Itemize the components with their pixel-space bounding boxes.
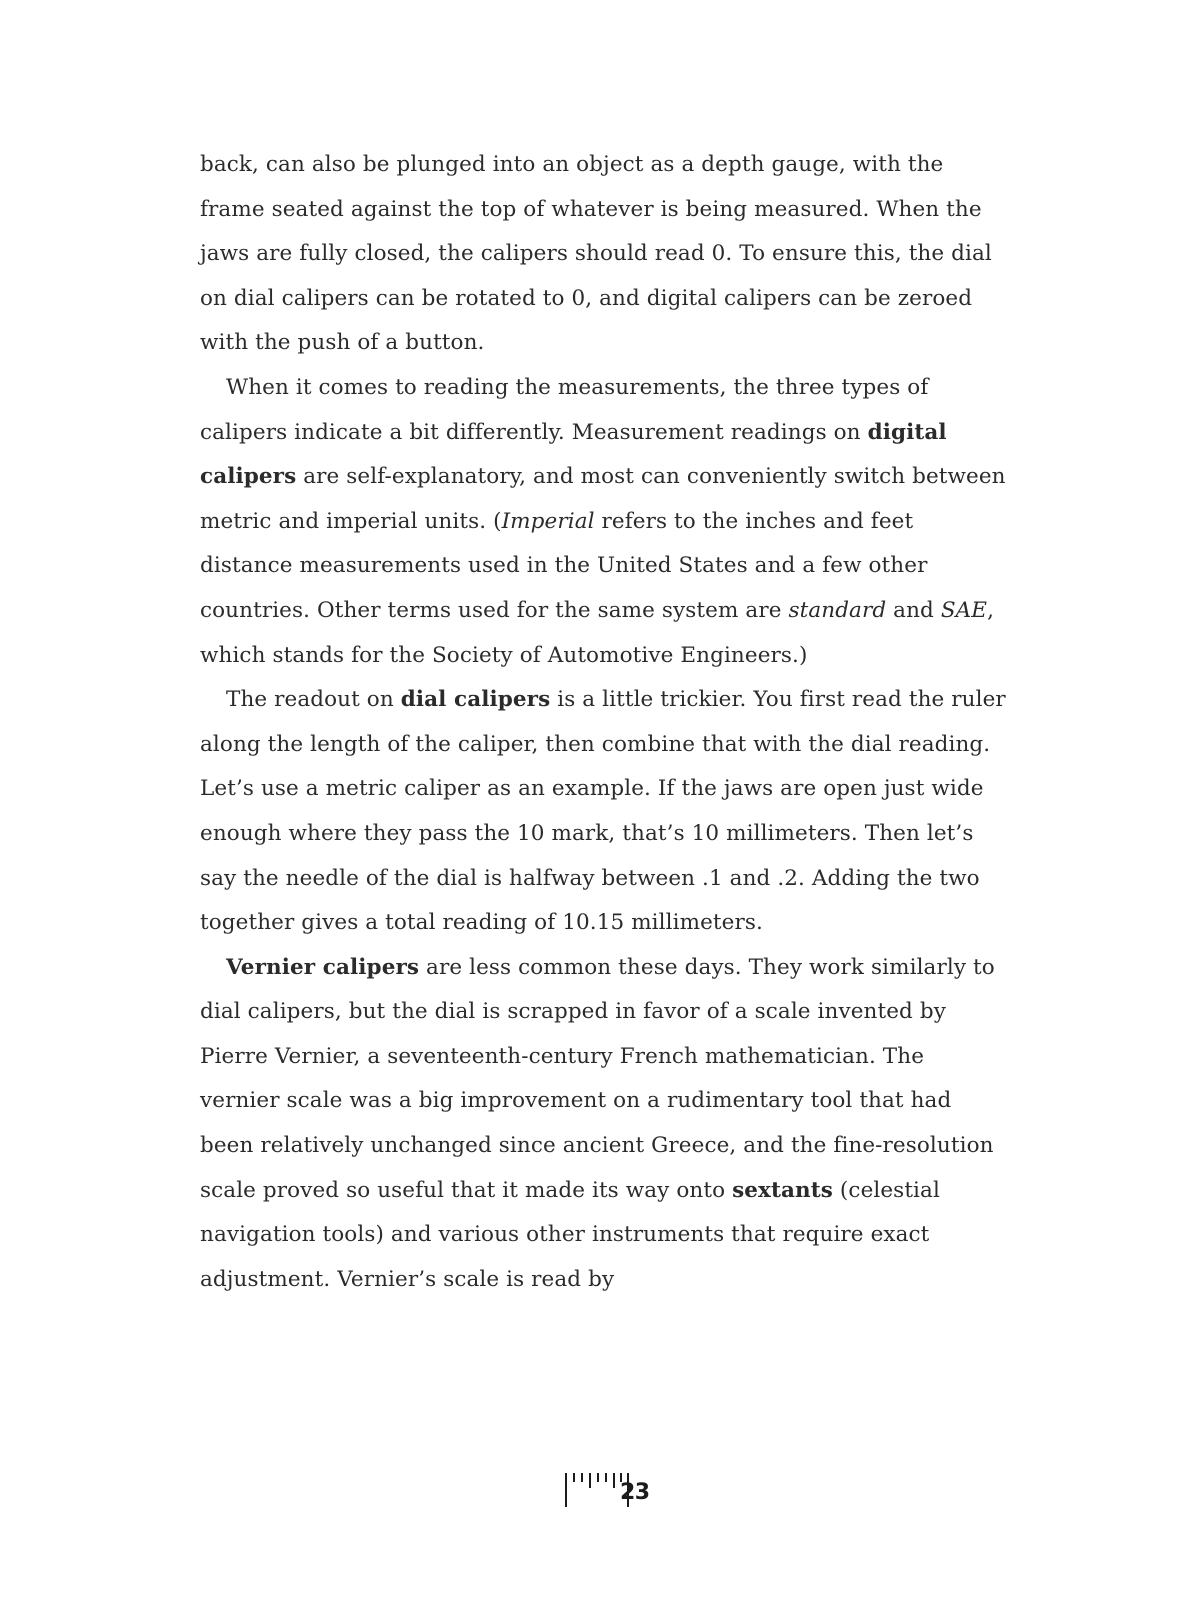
text-run: (celestial navigation tools) and various other instruments that require exact adjustment. Vernier’s scale is read by: [200, 1177, 940, 1292]
text-run: back, can also be plunged into an object as a depth gauge, with the frame seated against the top of whatever is being measured. When the jaws are fully closed, the calipers should read 0. To ensure this, the dial on dial calipers can be rotated to 0, and digital calipers can be zeroed with the push of a button.: [200, 152, 992, 356]
term-imperial: Imperial: [501, 508, 595, 534]
text-run: , which stands for the Society of Automotive Engineers.): [200, 597, 995, 668]
paragraph-4: [200, 946, 1010, 1303]
page-folio: [564, 1473, 674, 1509]
term-vernier-calipers: Vernier calipers: [226, 954, 420, 980]
paragraph-1: [200, 143, 1010, 366]
term-standard: standard: [788, 597, 887, 623]
text-run: is a little trickier. You first read the ruler along the length of the caliper, then combine that with the dial reading. Let’s use a metric caliper as an example. If the jaws are open just wide enough where they pass the 10 mark, that’s 10 millimeters. Then let’s say the needle of the dial is halfway between .1 and .2. Adding the two together gives a total reading of 10.15 millimeters.: [200, 687, 1006, 936]
text-run: and: [886, 597, 941, 623]
page-text: [200, 143, 1010, 1302]
text-run: are less common these days. They work similarly to dial calipers, but the dial is scrapped in favor of a scale invented by Pierre Vernier, a seventeenth-century French mathematician. The vernier scale was a big improvement on a rudimentary tool that had been relatively unchanged since ancient Greece, and the fine-resolution scale proved so useful that it made its way onto: [200, 954, 995, 1203]
text-run: refers to the inches and feet distance measurements used in the United States and a few other countries. Other terms used for the same system are: [200, 508, 928, 623]
term-sextants: sextants: [732, 1177, 833, 1203]
paragraph-3: [200, 678, 1010, 946]
paragraph-2: [200, 366, 1010, 678]
page-number: 23: [620, 1480, 650, 1505]
text-run: When it comes to reading the measurements, the three types of calipers indicate a bit differently. Measurement readings on: [200, 374, 929, 445]
term-digital-calipers: digital calipers: [200, 419, 947, 490]
text-run: The readout on: [226, 687, 401, 713]
text-run: are self-explanatory, and most can conveniently switch between metric and imperial units. (: [200, 464, 1006, 534]
term-sae: SAE: [940, 597, 988, 623]
term-dial-calipers: dial calipers: [400, 687, 551, 713]
